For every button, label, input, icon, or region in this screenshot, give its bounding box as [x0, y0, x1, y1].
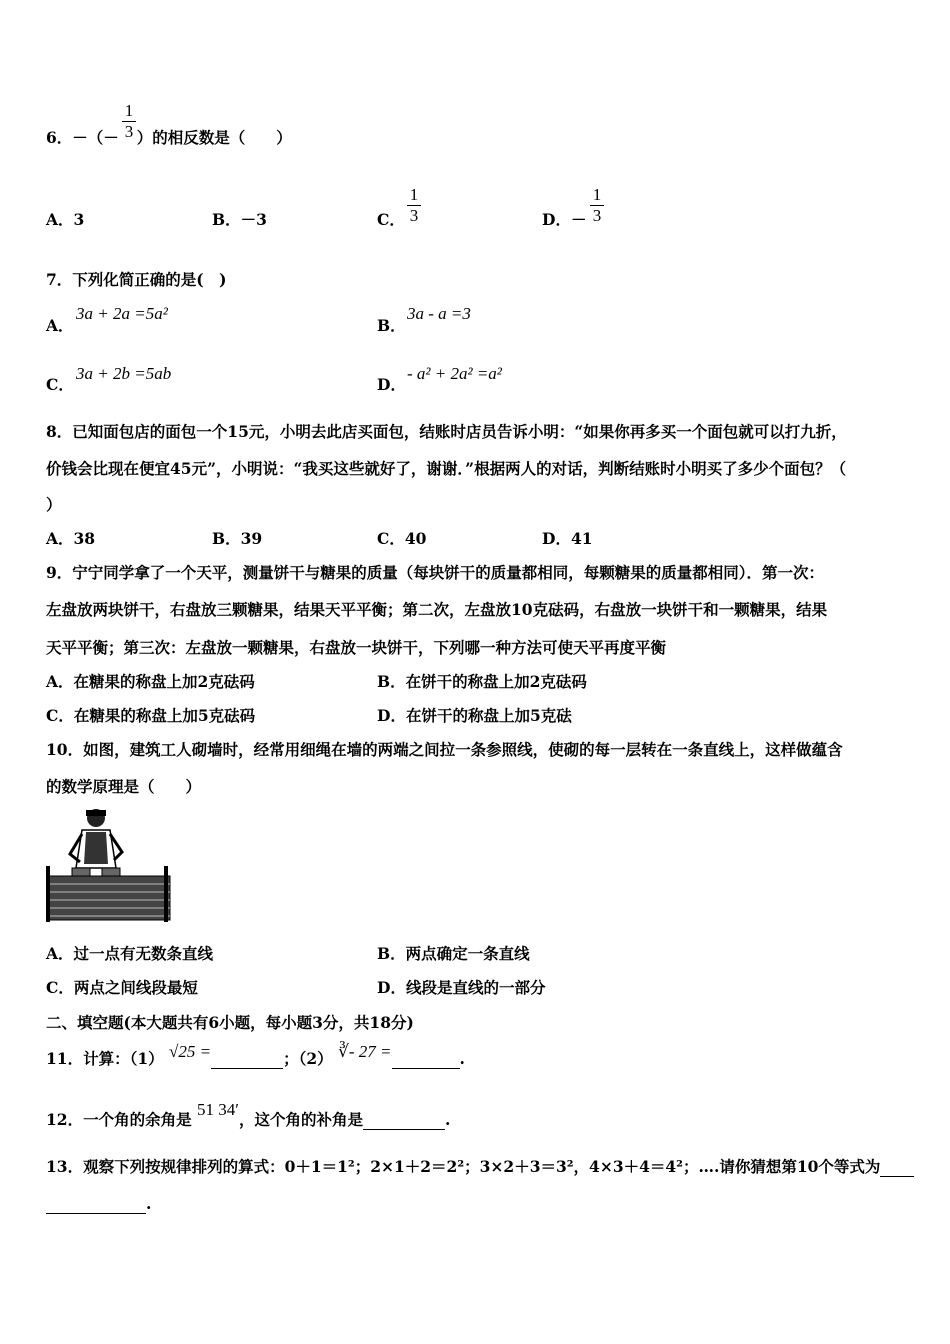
- q8-line-1: 8．已知面包店的面包一个15元，小明去此店买面包，结账时店员告诉小明：“如果你再多买一个面包就可以打九折，: [46, 422, 847, 441]
- q12-suffix: ，这个角的补角是: [238, 1110, 363, 1129]
- q7-b-expr: 3a - a =3: [407, 304, 471, 323]
- q9-line-3: 天平平衡；第三次：左盘放一颗糖果，右盘放一块饼干，下列哪一种方法可使天平再度平衡: [46, 638, 667, 657]
- q9-option-d[interactable]: D．在饼干的称盘上加5克砝: [377, 706, 572, 725]
- q6-stem: [46, 128, 292, 148]
- q6-option-b[interactable]: B．－3: [212, 210, 267, 229]
- q7-option-a[interactable]: [46, 316, 74, 336]
- q7-a-label: A．: [46, 316, 74, 335]
- q6-d-den: 3: [592, 206, 602, 225]
- q6-suffix: ）的相反数是（ ）: [136, 128, 292, 147]
- q13-blank-1[interactable]: [880, 1176, 914, 1177]
- q9-option-a[interactable]: A．在糖果的称盘上加2克砝码: [46, 672, 255, 691]
- q9-line-2: 左盘放两块饼干，右盘放三颗糖果，结果天平平衡；第二次，左盘放10克砝码，右盘放一块饼干和一颗糖果，结果: [46, 600, 828, 619]
- q6-option-d[interactable]: [542, 210, 586, 230]
- q10-option-a[interactable]: A．过一点有无数条直线: [46, 944, 214, 963]
- q9-option-b[interactable]: B．在饼干的称盘上加2克砝码: [377, 672, 587, 691]
- q9-option-c[interactable]: C．在糖果的称盘上加5克砝码: [46, 706, 256, 725]
- q6-d-num: 1: [592, 185, 602, 204]
- q6-option-c-label: C．: [377, 210, 405, 229]
- q7-d-label: D．: [377, 375, 406, 394]
- section-2-title: 二、填空题(本大题共有6小题，每小题3分，共18分): [46, 1013, 414, 1032]
- q8-option-d[interactable]: D．41: [542, 529, 593, 548]
- q8-option-c[interactable]: C．40: [377, 529, 427, 548]
- q6-option-c-fraction: [407, 186, 421, 225]
- q8-line-2: 价钱会比现在便宜45元”，小明说：“我买这些就好了，谢谢．”根据两人的对话，判断结账时小明买了多少个面包？（: [46, 459, 847, 478]
- q13: [46, 1157, 914, 1177]
- q12-end: .: [444, 1110, 451, 1129]
- q11-blank-1[interactable]: [211, 1068, 283, 1069]
- q11-blank-2[interactable]: [392, 1068, 460, 1069]
- q8-option-a[interactable]: A．38: [46, 529, 96, 548]
- q6-frac-den: 3: [124, 122, 134, 141]
- q6-c-den: 3: [409, 206, 419, 225]
- q6-option-d-label: D．－: [542, 210, 587, 229]
- bricklayer-drawing: [46, 806, 172, 924]
- q7-stem: 7．下列化简正确的是( ): [46, 270, 227, 289]
- bricklayer-illustration: [46, 806, 172, 924]
- q8-option-b[interactable]: B．39: [212, 529, 263, 548]
- q12-blank[interactable]: [363, 1129, 445, 1130]
- q6-fraction: [122, 102, 136, 141]
- q6-option-a[interactable]: A．3: [46, 210, 85, 229]
- q11-end: .: [459, 1049, 465, 1068]
- q6-c-num: 1: [409, 185, 419, 204]
- q7-option-c[interactable]: [46, 375, 74, 395]
- q13-continuation: [46, 1194, 151, 1214]
- q13-blank-2[interactable]: [46, 1213, 146, 1214]
- q7-c-expr: 3a + 2b =5ab: [76, 364, 172, 383]
- q11-prefix: 11．计算：（1）: [46, 1049, 164, 1068]
- q6-prefix: 6．－（－: [46, 128, 119, 147]
- q9-line-1: 9．宁宁同学拿了一个天平，测量饼干与糖果的质量（每块饼干的质量都相同，每颗糖果的质量都相同）．第一次：: [46, 563, 825, 582]
- q12-prefix: 12．一个角的余角是: [46, 1110, 192, 1129]
- q7-option-b[interactable]: [377, 316, 406, 336]
- q10-line-2: 的数学原理是（ ）: [46, 777, 202, 796]
- q10-option-b[interactable]: B．两点确定一条直线: [377, 944, 530, 963]
- q10-line-1: 10．如图，建筑工人砌墙时，经常用细绳在墙的两端之间拉一条参照线，使砌的每一层转在一条直线上，这样做蕴含: [46, 740, 843, 759]
- q7-b-label: B．: [377, 316, 406, 335]
- q7-c-label: C．: [46, 375, 74, 394]
- q7-a-expr: 3a + 2a =5a²: [76, 304, 168, 323]
- q11-expr-2: ∛- 27 =: [338, 1042, 392, 1061]
- q10-option-d[interactable]: D．线段是直线的一部分: [377, 978, 546, 997]
- q11: [46, 1042, 465, 1069]
- q6-frac-num: 1: [124, 101, 134, 120]
- q6-option-d-fraction: [590, 186, 604, 225]
- q7-d-expr: - a² + 2a² =a²: [407, 364, 502, 383]
- q7-option-d[interactable]: [377, 375, 406, 395]
- q13-text: 13．观察下列按规律排列的算式：0＋1＝1²；2×1＋2＝2²；3×2＋3＝3²，4×3＋4＝4²；….请你猜想第10个等式为: [46, 1157, 881, 1176]
- q6-option-c[interactable]: [377, 210, 405, 230]
- q12-angle: 51 34′: [196, 1100, 239, 1119]
- q10-option-c[interactable]: C．两点之间线段最短: [46, 978, 198, 997]
- q12: [46, 1100, 451, 1130]
- q11-expr-1: √25 =: [169, 1042, 212, 1061]
- q8-line-3: ）: [46, 495, 62, 514]
- q11-sep: ；（2）: [283, 1049, 333, 1068]
- q13-end: .: [146, 1194, 152, 1213]
